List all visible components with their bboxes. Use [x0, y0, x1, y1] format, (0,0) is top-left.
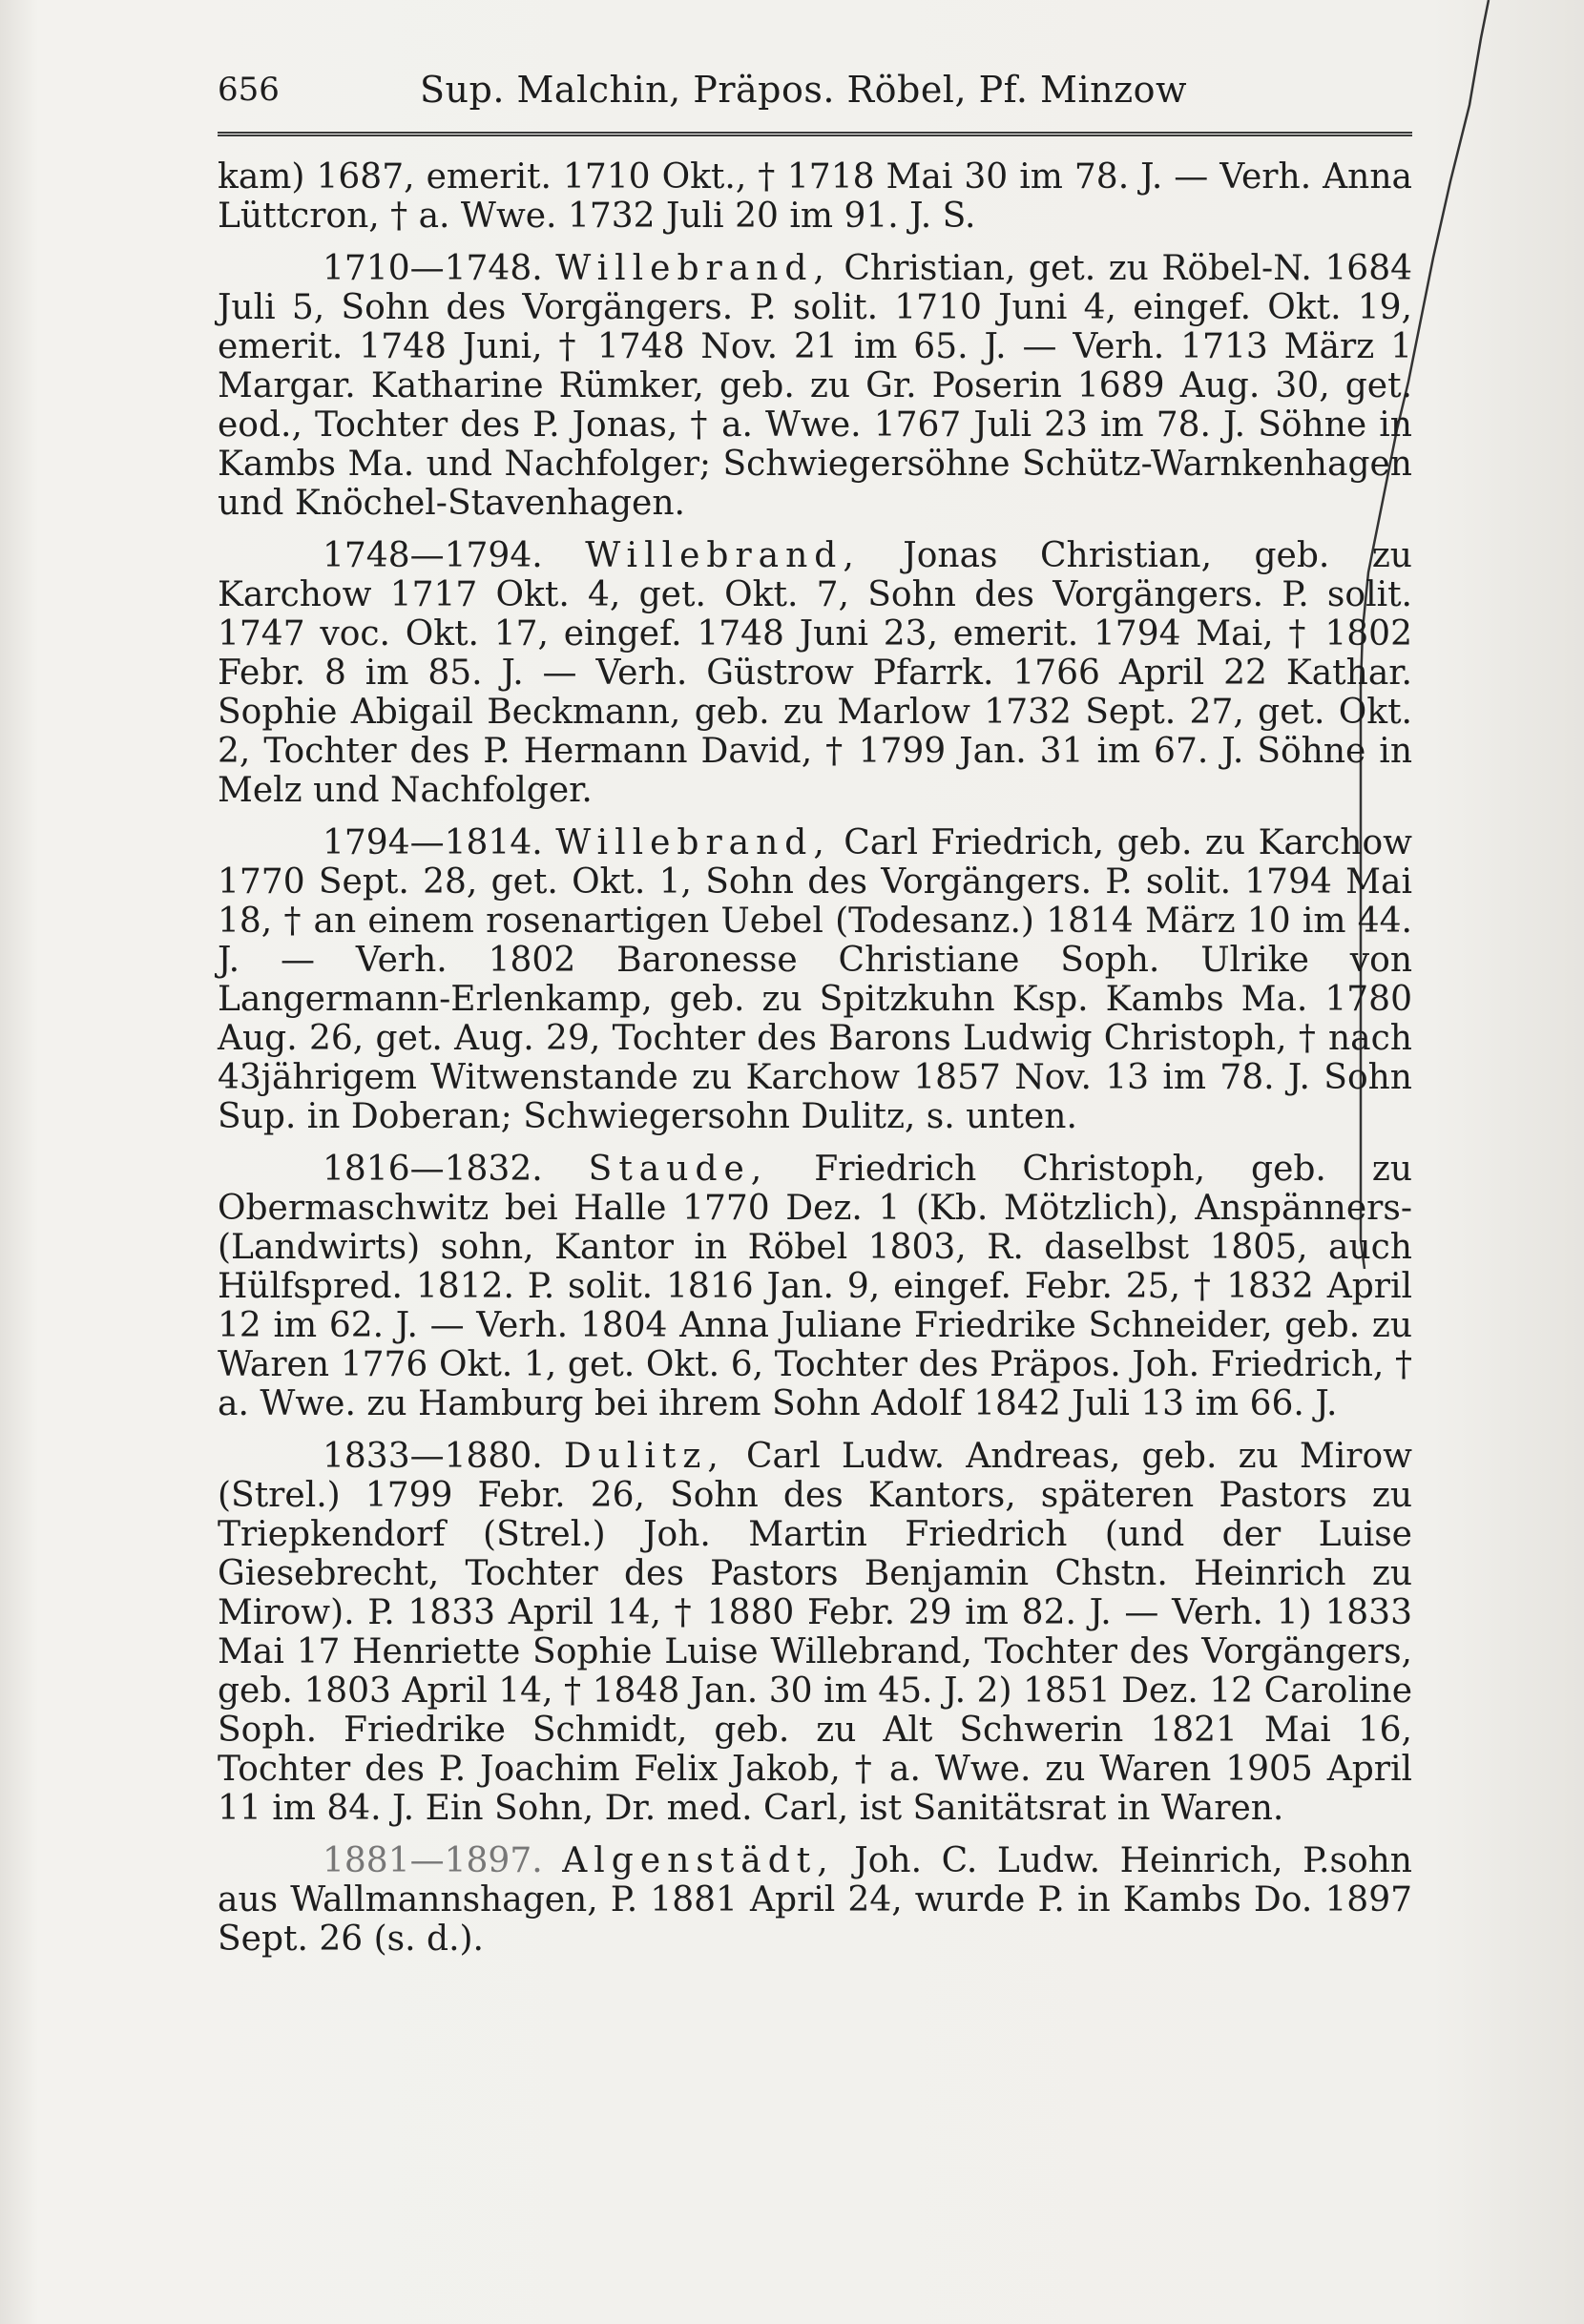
running-head	[218, 55, 1412, 136]
pastor-entry	[218, 1841, 1412, 1959]
entry-name: Staude,	[588, 1150, 769, 1189]
pastor-entry	[218, 249, 1412, 523]
entry-name: Dulitz,	[563, 1437, 725, 1476]
entry-name: Willebrand,	[555, 249, 831, 288]
entry-years: 1816—1832.	[323, 1150, 543, 1189]
pastor-entry	[218, 1150, 1412, 1423]
entry-name: Algenstädt,	[562, 1841, 835, 1880]
entry-name: Willebrand,	[585, 536, 861, 575]
entry-text: Jonas Christian, geb. zu Karchow 1717 Okt. 4, get. Okt. 7, Sohn des Vorgängers. P. solit. 1747 voc. Okt. 17, eingef. 1748 Juni 23, emerit. 1794 Mai, † 1802 Febr. 8 im 85. J. — Verh. Güstrow Pfarrk. 1766 April 22 Kathar. Sophie Abigail Beckmann, geb. zu Marlow 1732 Sept. 27, get. Okt. 2, Tochter des P. Hermann David, † 1799 Jan. 31 im 67. J. Söhne in Melz und Nachfolger.	[218, 536, 1412, 810]
entry-years: 1794—1814.	[323, 823, 543, 862]
paragraph-continuation	[218, 157, 1412, 236]
book-page	[218, 55, 1412, 1972]
entry-text: Friedrich Christoph, geb. zu Obermaschwitz bei Halle 1770 Dez. 1 (Kb. Mötzlich), Anspänners- (Landwirts) sohn, Kantor in Röbel 1803, R. daselbst 1805, auch Hülfspred. 1812. P. solit. 1816 Jan. 9, eingef. Febr. 25, † 1832 April 12 im 62. J. — Verh. 1804 Anna Juliane Friedrike Schneider, geb. zu Waren 1776 Okt. 1, get. Okt. 6, Tochter des Präpos. Joh. Friedrich, † a. Wwe. zu Hamburg bei ihrem Sohn Adolf 1842 Juli 13 im 66. J.	[218, 1150, 1413, 1423]
entry-text: Carl Ludw. Andreas, geb. zu Mirow (Strel.) 1799 Febr. 26, Sohn des Kantors, späteren Pastors zu Triepkendorf (Strel.) Joh. Martin Friedrich (und der Luise Giesebrecht, Tochter des Pastors Benjamin Chstn. Heinrich zu Mirow). P. 1833 April 14, † 1880 Febr. 29 im 82. J. — Verh. 1) 1833 Mai 17 Henriette Sophie Luise Willebrand, Tochter des Vorgängers, geb. 1803 April 14, † 1848 Jan. 30 im 45. J. 2) 1851 Dez. 12 Caroline Soph. Friedrike Schmidt, geb. zu Alt Schwerin 1821 Mai 16, Tochter des P. Joachim Felix Jakob, † a. Wwe. zu Waren 1905 April 11 im 84. J. Ein Sohn, Dr. med. Carl, ist Sanitätsrat in Waren.	[218, 1437, 1412, 1828]
pastor-entry	[218, 536, 1412, 810]
paragraph-text: kam) 1687, emerit. 1710 Okt., † 1718 Mai 30 im 78. J. — Verh. Anna Lüttcron, † a. Wwe. 1732 Juli 20 im 91. J. S.	[218, 157, 1412, 236]
entry-name: Willebrand,	[555, 823, 831, 862]
body-text	[218, 157, 1412, 1959]
entry-text: Carl Friedrich, geb. zu Karchow 1770 Sept. 28, get. Okt. 1, Sohn des Vorgängers. P. solit. 1794 Mai 18, † an einem rosenartigen Uebel (Todesanz.) 1814 März 10 im 44. J. — Verh. 1802 Baronesse Christiane Soph. Ulrike von Langermann-Erlenkamp, geb. zu Spitzkuhn Ksp. Kambs Ma. 1780 Aug. 26, get. Aug. 29, Tochter des Barons Ludwig Christoph, † nach 43jährigem Witwenstande zu Karchow 1857 Nov. 13 im 78. J. Sohn Sup. in Doberan; Schwiegersohn Dulitz, s. unten.	[218, 823, 1412, 1136]
running-head-title: Sup. Malchin, Präpos. Röbel, Pf. Minzow	[420, 69, 1188, 111]
entry-years: 1881—1897.	[323, 1841, 543, 1880]
pastor-entry	[218, 823, 1412, 1136]
pastor-entry	[218, 1437, 1412, 1828]
entry-years: 1710—1748.	[323, 249, 543, 288]
entry-years: 1748—1794.	[323, 536, 543, 575]
entry-years: 1833—1880.	[323, 1437, 543, 1476]
entry-text: Joh. C. Ludw. Heinrich, P.sohn aus Wallmannshagen, P. 1881 April 24, wurde P. in Kambs Do. 1897 Sept. 26 (s. d.).	[218, 1841, 1412, 1959]
entry-text: Christian, get. zu Röbel-N. 1684 Juli 5, Sohn des Vorgängers. P. solit. 1710 Juni 4, eingef. Okt. 19, emerit. 1748 Juni, † 1748 Nov. 21 im 65. J. — Verh. 1713 März 1 Margar. Katharine Rümker, geb. zu Gr. Poserin 1689 Aug. 30, get. eod., Tochter des P. Jonas, † a. Wwe. 1767 Juli 23 im 78. J. Söhne in Kambs Ma. und Nachfolger; Schwiegersöhne Schütz-Warnkenhagen und Knöchel-Stavenhagen.	[218, 249, 1413, 523]
page-number: 656	[218, 71, 280, 109]
